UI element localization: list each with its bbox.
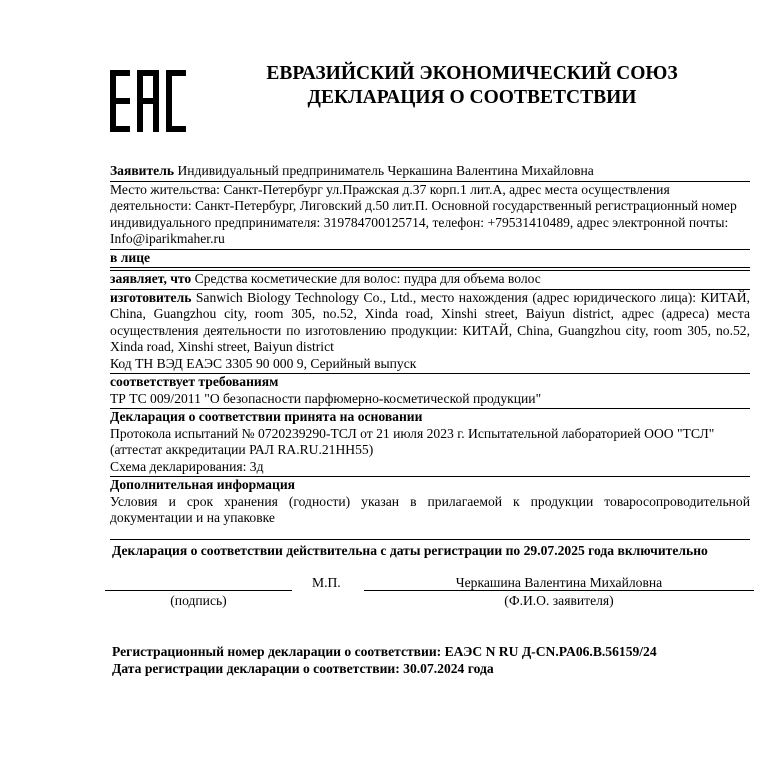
additional-label: Дополнительная информация <box>110 477 296 492</box>
mp-label: М.П. <box>312 575 341 590</box>
signature-caption: (подпись) <box>170 593 227 608</box>
basis-label-row <box>110 409 750 426</box>
name-caption: (Ф.И.О. заявителя) <box>504 593 614 608</box>
applicant-address-text: Место жительства: Санкт-Петербург ул.Пражская д.37 корп.1 лит.А, адрес места осуществления деятельности: Санкт-Петербург, Лиговский д.50 лит.П. Основной государственный регистрационный номер индивидуального предпринимателя: 319784700125714, телефон: +79531410489, адрес электронной почты: Info@iparikmaher.ru <box>110 181 737 246</box>
manufacturer-value: Sanwich Biology Technology Co., Ltd., место нахождения (адрес юридического лица): КИТАЙ, China, Guangzhou city, room 305, no.52, Xinda road, Xinshi street, Baiyun district, адрес (адреса) места осуществления деятельности по изготовлению продукции: КИТАЙ, China, Guangzhou city, room 305, no.52, Xinda road, Xinshi street, Baiyun district <box>110 289 751 354</box>
applicant-name: Черкашина Валентина Михайловна <box>455 575 663 590</box>
additional-value: Условия и срок хранения (годности) указан в прилагаемой к продукции товаросопроводительной документации и на упаковке <box>110 493 750 525</box>
requirements-value-row <box>110 391 750 410</box>
basis-value: Протокола испытаний № 0720239290-ТСЛ от 21 июля 2023 г. Испытательной лабораторией ООО "ТСЛ" (аттестат аккредитации РАЛ RA.RU.21HH55) <box>110 425 715 457</box>
applicant-value: Индивидуальный предприниматель Черкашина Валентина Михайловна <box>177 163 594 178</box>
requirements-value: ТР ТС 009/2011 "О безопасности парфюмерно-косметической продукции" <box>110 390 542 406</box>
declares-row <box>110 270 750 290</box>
additional-value-row <box>110 494 750 527</box>
basis-scheme-row <box>110 459 750 478</box>
basis-label: Декларация о соответствии принята на основании <box>110 409 423 424</box>
registration-date: Дата регистрации декларации о соответствии: 30.07.2024 года <box>112 661 494 676</box>
title-line-2: ДЕКЛАРАЦИЯ О СООТВЕТСТВИИ <box>307 87 637 108</box>
registration-number: Регистрационный номер декларации о соответствии: ЕАЭС N RU Д-CN.PA06.B.56159/24 <box>112 644 657 659</box>
applicant-address <box>110 182 750 250</box>
validity-top-rule <box>110 539 750 540</box>
additional-label-row <box>110 477 750 494</box>
basis-scheme: Схема декларирования: 3д <box>110 458 264 474</box>
basis-value-row <box>110 426 750 459</box>
applicant-label: Заявитель <box>110 163 175 178</box>
applicant-row <box>110 163 750 182</box>
manufacturer-row <box>110 290 750 356</box>
in-person-row <box>110 250 750 269</box>
requirements-label: соответствует требованиям <box>110 374 279 389</box>
in-person-label: в лице <box>110 249 151 265</box>
document-title <box>232 62 712 110</box>
requirements-label-row <box>110 374 750 391</box>
declares-label: заявляет, что <box>110 271 192 286</box>
manufacturer-code <box>110 356 750 375</box>
declaration-body <box>110 163 750 527</box>
signature-line <box>105 590 292 591</box>
title-line-1: ЕВРАЗИЙСКИЙ ЭКОНОМИЧЕСКИЙ СОЮЗ <box>266 63 678 84</box>
manufacturer-code-text: Код ТН ВЭД ЕАЭС 3305 90 000 9, Серийный выпуск <box>110 355 417 371</box>
manufacturer-label: изготовитель <box>110 289 192 305</box>
declares-value: Средства косметические для волос: пудра для объема волос <box>194 271 541 286</box>
eac-logo <box>110 70 186 132</box>
validity-text: Декларация о соответствии действительна с даты регистрации по 29.07.2025 года включительно <box>112 543 708 558</box>
